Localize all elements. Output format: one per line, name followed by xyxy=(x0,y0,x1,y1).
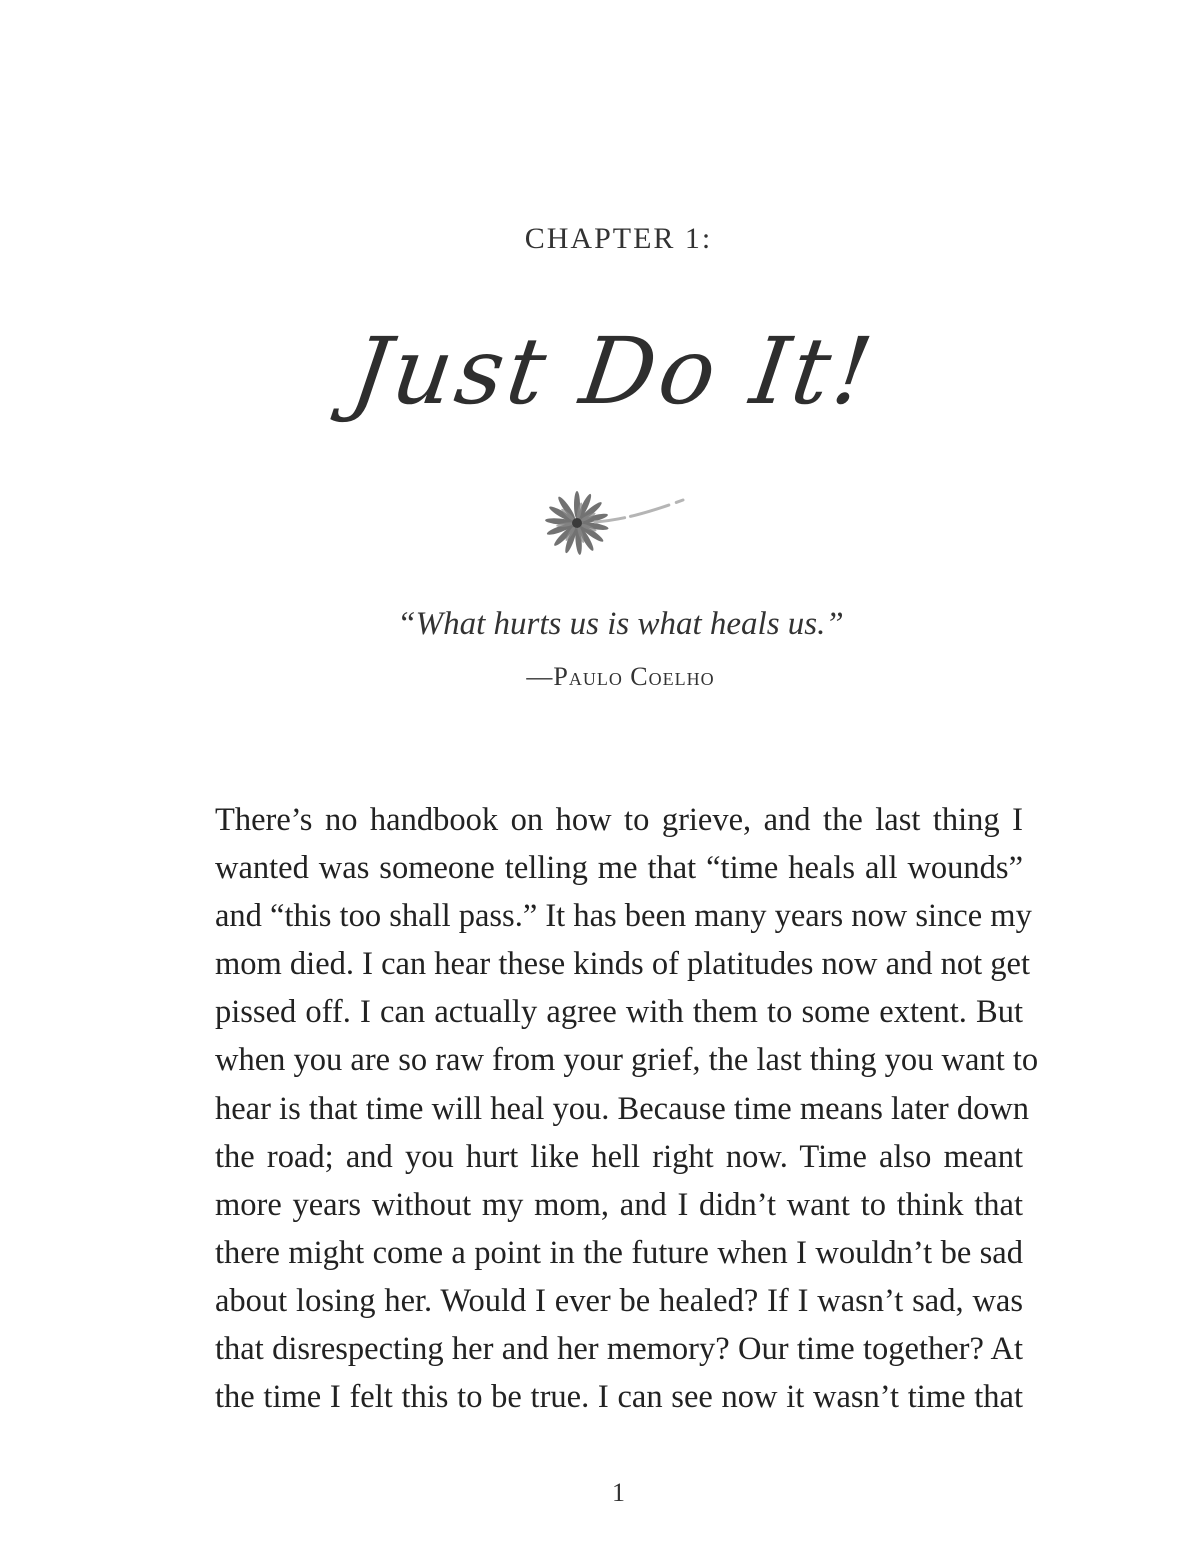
chapter-label: CHAPTER 1: xyxy=(524,222,713,255)
body-line: mom died. I can hear these kinds of platitudes now and not get xyxy=(215,946,1031,983)
epigraph-author xyxy=(0,662,1185,692)
body-line: that disrespecting her and her memory? Our time together? At xyxy=(215,1331,1023,1368)
body-line: and “this too shall pass.” It has been many years now since my xyxy=(215,898,1032,935)
page-number: 1 xyxy=(612,1478,625,1507)
epigraph-author-dash: — xyxy=(526,662,554,691)
body-line: hear is that time will heal you. Because time means later down xyxy=(215,1090,1030,1127)
body-line: when you are so raw from your grief, the last thing you want to xyxy=(215,1042,1039,1079)
chapter-title: Just Do It! xyxy=(344,318,883,425)
body-line: wanted was someone telling me that “time heals all wounds” xyxy=(215,850,1023,887)
body-line: there might come a point in the future when I wouldn’t be sad xyxy=(215,1234,1023,1271)
epigraph-quote: “What hurts us is what heals us.” xyxy=(397,606,844,642)
body-line: the road; and you hurt like hell right now. Time also meant xyxy=(215,1138,1023,1175)
epigraph-author-name: Paulo Coelho xyxy=(553,662,715,691)
body-line: pissed off. I can actually agree with them to some extent. But xyxy=(215,994,1023,1031)
body-line: more years without my mom, and I didn’t want to think that xyxy=(215,1186,1023,1223)
body-text xyxy=(215,796,1039,1421)
body-line: the time I felt this to be true. I can see now it wasn’t time that xyxy=(215,1379,1023,1416)
body-line: about losing her. Would I ever be healed? If I wasn’t sad, was xyxy=(215,1282,1023,1319)
flower-icon xyxy=(535,478,695,568)
body-line: There’s no handbook on how to grieve, and the last thing I xyxy=(215,802,1023,838)
